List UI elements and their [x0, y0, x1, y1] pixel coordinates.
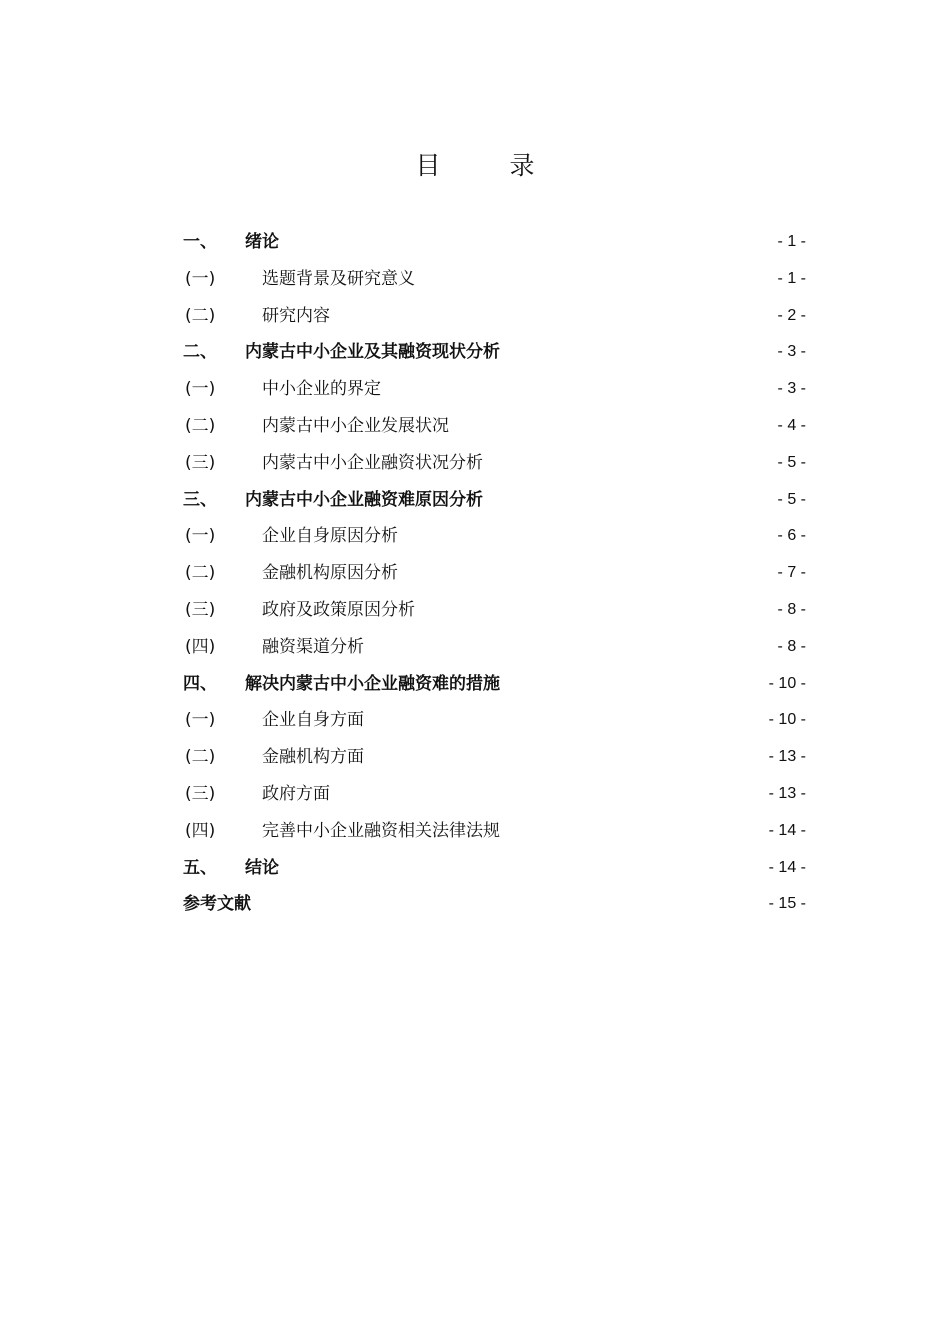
toc-entry-label: 内蒙古中小企业融资状况分析 — [262, 452, 483, 473]
toc-entry-number: 五、 — [183, 857, 217, 878]
toc-entry-label: 绪论 — [245, 232, 279, 252]
toc-entry[interactable] — [183, 445, 806, 482]
toc-entry-page-number: - 8 - — [777, 637, 806, 655]
toc-entry-label: 企业自身原因分析 — [262, 526, 398, 547]
toc-entry[interactable] — [183, 482, 806, 519]
toc-entry[interactable] — [183, 813, 806, 850]
toc-entry-page-number: - 10 - — [768, 711, 806, 729]
toc-entry[interactable] — [183, 776, 806, 813]
toc-entry-page-number: - 5 - — [777, 490, 806, 508]
toc-entry-number: (四) — [185, 636, 216, 657]
toc-entry-number: 三、 — [183, 489, 217, 510]
toc-entry-page-number: - 3 - — [777, 343, 806, 361]
toc-entry-label: 中小企业的界定 — [262, 379, 381, 400]
toc-entry-label: 内蒙古中小企业融资难原因分析 — [245, 489, 483, 510]
toc-entry-number: (一) — [185, 526, 216, 547]
toc-entry[interactable] — [183, 702, 806, 739]
toc-entry-number: 二、 — [183, 342, 217, 363]
toc-list — [183, 224, 806, 923]
toc-entry-page-number: - 13 - — [768, 748, 806, 766]
toc-entry-label: 选题背景及研究意义 — [262, 268, 415, 289]
toc-entry-page-number: - 13 - — [768, 784, 806, 802]
toc-entry-page-number: - 3 - — [777, 380, 806, 398]
toc-entry-label: 金融机构方面 — [262, 747, 364, 768]
toc-entry-page-number: - 5 - — [777, 453, 806, 471]
toc-entry-number: (四) — [185, 820, 216, 841]
toc-entry[interactable] — [183, 886, 806, 923]
toc-entry-label: 研究内容 — [262, 305, 330, 326]
toc-entry-page-number: - 1 - — [777, 269, 806, 287]
toc-entry-number: 一、 — [183, 232, 217, 252]
toc-entry[interactable] — [183, 261, 806, 298]
toc-entry-number: (三) — [185, 599, 216, 620]
toc-entry-number: (二) — [185, 305, 216, 326]
toc-entry-number: 四、 — [183, 673, 217, 694]
toc-title: 目 录 — [415, 151, 557, 180]
toc-entry-page-number: - 1 - — [777, 233, 806, 250]
toc-entry-page-number: - 4 - — [777, 416, 806, 434]
toc-entry[interactable] — [183, 739, 806, 776]
toc-entry[interactable] — [183, 408, 806, 445]
toc-entry[interactable] — [183, 850, 806, 887]
toc-entry-page-number: - 15 - — [768, 895, 806, 913]
toc-entry-number: (三) — [185, 452, 216, 473]
toc-entry-label: 融资渠道分析 — [262, 636, 364, 657]
toc-entry[interactable] — [183, 298, 806, 335]
toc-entry-label: 解决内蒙古中小企业融资难的措施 — [245, 673, 500, 694]
toc-entry-number: (二) — [185, 563, 216, 584]
toc-entry-label: 金融机构原因分析 — [262, 563, 398, 584]
toc-entry[interactable] — [183, 592, 806, 629]
toc-entry-number: (一) — [185, 379, 216, 400]
toc-entry-number: (二) — [185, 747, 216, 768]
toc-entry-page-number: - 6 - — [777, 527, 806, 545]
toc-entry-page-number: - 2 - — [777, 306, 806, 324]
toc-entry[interactable] — [183, 518, 806, 555]
toc-entry-number: (一) — [185, 710, 216, 731]
toc-entry[interactable] — [183, 224, 806, 261]
toc-entry[interactable] — [183, 334, 806, 371]
toc-entry-number: (二) — [185, 415, 216, 436]
toc-entry-page-number: - 10 - — [768, 674, 806, 692]
toc-entry[interactable] — [183, 666, 806, 703]
toc-entry-label: 政府及政策原因分析 — [262, 599, 415, 620]
toc-entry-label: 内蒙古中小企业及其融资现状分析 — [245, 342, 500, 363]
toc-entry-label: 企业自身方面 — [262, 710, 364, 731]
toc-entry-label: 完善中小企业融资相关法律法规 — [262, 820, 500, 841]
toc-entry[interactable] — [183, 371, 806, 408]
toc-entry-page-number: - 7 - — [777, 564, 806, 582]
toc-entry[interactable] — [183, 555, 806, 592]
toc-entry-page-number: - 14 - — [768, 858, 806, 876]
toc-entry-label: 结论 — [245, 857, 279, 878]
toc-entry-label: 内蒙古中小企业发展状况 — [262, 415, 449, 436]
toc-entry-label: 政府方面 — [262, 783, 330, 804]
toc-entry-number: (三) — [185, 783, 216, 804]
toc-entry-number: (一) — [185, 268, 216, 289]
toc-entry-page-number: - 8 - — [777, 600, 806, 618]
toc-entry-page-number: - 14 - — [768, 821, 806, 839]
toc-entry-label: 参考文献 — [183, 894, 251, 915]
toc-entry[interactable] — [183, 629, 806, 666]
